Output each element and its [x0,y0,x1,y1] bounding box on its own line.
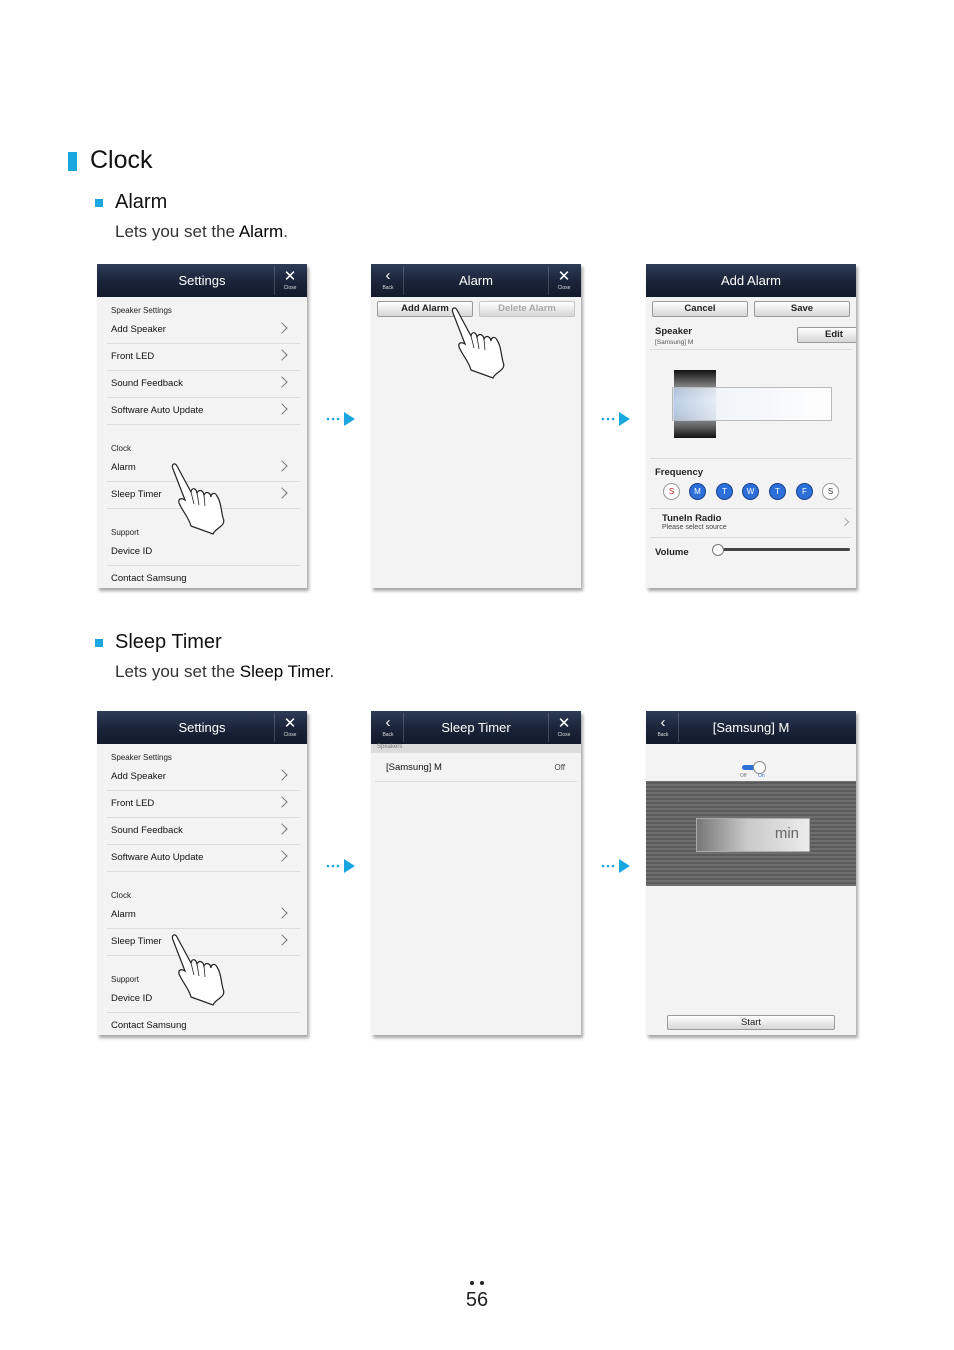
item-label: Alarm [111,909,136,920]
item-label: Sleep Timer [111,489,162,500]
source-title[interactable]: TuneIn Radio [662,513,722,524]
close-label: Close [283,285,297,291]
item-label: Sound Feedback [111,378,183,389]
close-button[interactable] [274,266,305,295]
chevron-right-icon [276,796,287,807]
chevron-right-icon [276,349,287,360]
chevron-right-icon [276,487,287,498]
day-toggle[interactable]: T [769,483,786,500]
day-toggle[interactable]: M [689,483,706,500]
header-bar [97,264,307,297]
screen-title: Alarm [459,273,493,288]
chevron-right-icon [276,460,287,471]
close-label: Close [283,732,297,738]
close-button[interactable] [548,266,579,295]
item-label: Front LED [111,798,155,809]
back-label: Back [382,732,394,738]
speaker-sleep-screen [646,711,856,1035]
chevron-right-icon [841,518,849,526]
list-item[interactable] [107,791,300,818]
sleep-timer-screen [371,711,581,1035]
section-label: Speakers [377,744,403,750]
settings-screen [97,711,307,1035]
divider [650,537,852,538]
list-item-alarm[interactable] [107,902,300,929]
list-item[interactable] [107,317,300,344]
divider [650,458,852,459]
close-label: Close [557,285,571,291]
edit-button[interactable]: Edit [797,327,856,343]
next-arrow-icon [600,857,632,875]
page-number: 56 [465,1289,489,1311]
day-toggle[interactable]: S [663,483,680,500]
item-label: Device ID [111,546,153,557]
screen-title: Sleep Timer [441,720,511,735]
delete-alarm-button[interactable]: Delete Alarm [479,301,575,317]
desc-bold: Alarm [238,222,284,241]
list-item[interactable] [107,398,300,425]
next-arrow-icon [325,857,357,875]
day-toggle[interactable]: W [742,483,759,500]
item-label: Contact Samsung [111,1020,187,1031]
section-label: Support [111,975,140,984]
toggle-on-label: On [758,773,765,779]
hand-pointer-icon [169,460,239,538]
time-picker-selection [672,387,832,421]
list-item[interactable] [107,539,300,566]
list-item[interactable] [107,344,300,371]
item-label: Add Speaker [111,771,166,782]
day-toggle[interactable]: S [822,483,839,500]
bullet-icon [95,639,103,647]
bullet-icon [95,199,103,207]
item-label: Add Speaker [111,324,166,335]
item-label: Software Auto Update [111,852,204,863]
list-item[interactable] [107,1013,300,1035]
back-label: Back [382,285,394,291]
cancel-button[interactable]: Cancel [652,301,748,317]
add-alarm-button[interactable]: Add Alarm [377,301,473,317]
alarm-heading: Alarm [115,191,168,213]
desc-text: Lets you set the [115,662,240,681]
chevron-right-icon [276,823,287,834]
sleep-state: Off [554,763,565,772]
section-marker [68,152,77,171]
day-toggle[interactable]: F [796,483,813,500]
list-item[interactable] [107,371,300,398]
header-bar [97,711,307,744]
sleep-timer-heading: Sleep Timer [115,631,222,653]
volume-slider-track[interactable] [716,548,850,551]
desc-text: Lets you set the [115,222,239,241]
section-label: Clock [111,891,132,900]
add-alarm-screen [646,264,856,588]
back-icon: ‹ [385,714,391,731]
screen-title: [Samsung] M [712,720,790,735]
list-item[interactable] [107,764,300,791]
chevron-right-icon [276,322,287,333]
list-item[interactable] [107,566,300,588]
next-arrow-icon [600,410,632,428]
close-icon: ✕ [283,268,297,285]
item-label: Alarm [111,462,136,473]
source-subtitle: Please select source [662,524,727,531]
frequency-label: Frequency [655,467,704,478]
header-bar [371,264,581,297]
speaker-label: Speaker [655,326,692,337]
alarm-screen [371,264,581,588]
item-label: Sound Feedback [111,825,183,836]
alarm-description [115,222,288,242]
picker-unit: min [774,825,799,842]
chevron-right-icon [276,376,287,387]
divider [650,508,852,509]
item-label: Contact Samsung [111,573,187,584]
close-icon: ✕ [557,268,571,285]
chevron-right-icon [276,934,287,945]
list-item[interactable] [375,755,577,782]
picker-selection [696,818,810,852]
next-arrow-icon [325,410,357,428]
list-item[interactable] [107,818,300,845]
item-label: Device ID [111,993,153,1004]
item-label: Sleep Timer [111,936,162,947]
close-button[interactable] [274,713,305,742]
section-label: Speaker Settings [111,753,172,762]
screen-title: Settings [178,273,226,288]
section-label: Support [111,528,140,537]
header-bar [646,264,856,297]
section-title: Clock [90,146,153,174]
close-icon: ✕ [283,715,297,732]
list-item[interactable] [107,845,300,872]
speaker-value: [Samsung] M [655,339,694,346]
toggle-off-label: Off [740,773,747,779]
divider [650,349,852,350]
back-icon: ‹ [660,714,666,731]
settings-screen [97,264,307,588]
chevron-right-icon [276,907,287,918]
chevron-right-icon [276,403,287,414]
item-label: Front LED [111,351,155,362]
header-bar [371,711,581,744]
back-label: Back [657,732,669,738]
desc-bold: Sleep Timer [239,662,330,681]
screen-title: Add Alarm [721,273,781,288]
day-toggle[interactable]: T [716,483,733,500]
header-bar [646,711,856,744]
sleep-timer-description [115,662,334,682]
item-label: Software Auto Update [111,405,204,416]
section-label: Speaker Settings [111,306,172,315]
desc-period: . [329,662,335,681]
start-button[interactable]: Start [667,1015,835,1030]
chevron-right-icon [276,850,287,861]
close-label: Close [557,732,571,738]
desc-period: . [283,222,288,241]
volume-label: Volume [655,547,689,558]
hand-pointer-icon [449,304,519,382]
chevron-right-icon [276,769,287,780]
speaker-name: [Samsung] M [386,762,442,773]
back-icon: ‹ [385,267,391,284]
page-dots [469,1280,487,1286]
hand-pointer-icon [169,931,239,1009]
close-icon: ✕ [557,715,571,732]
screen-title: Settings [178,720,226,735]
volume-slider-knob[interactable] [712,544,724,556]
section-label: Clock [111,444,132,453]
save-button[interactable]: Save [754,301,850,317]
close-button[interactable] [548,713,579,742]
section-header [371,744,581,753]
